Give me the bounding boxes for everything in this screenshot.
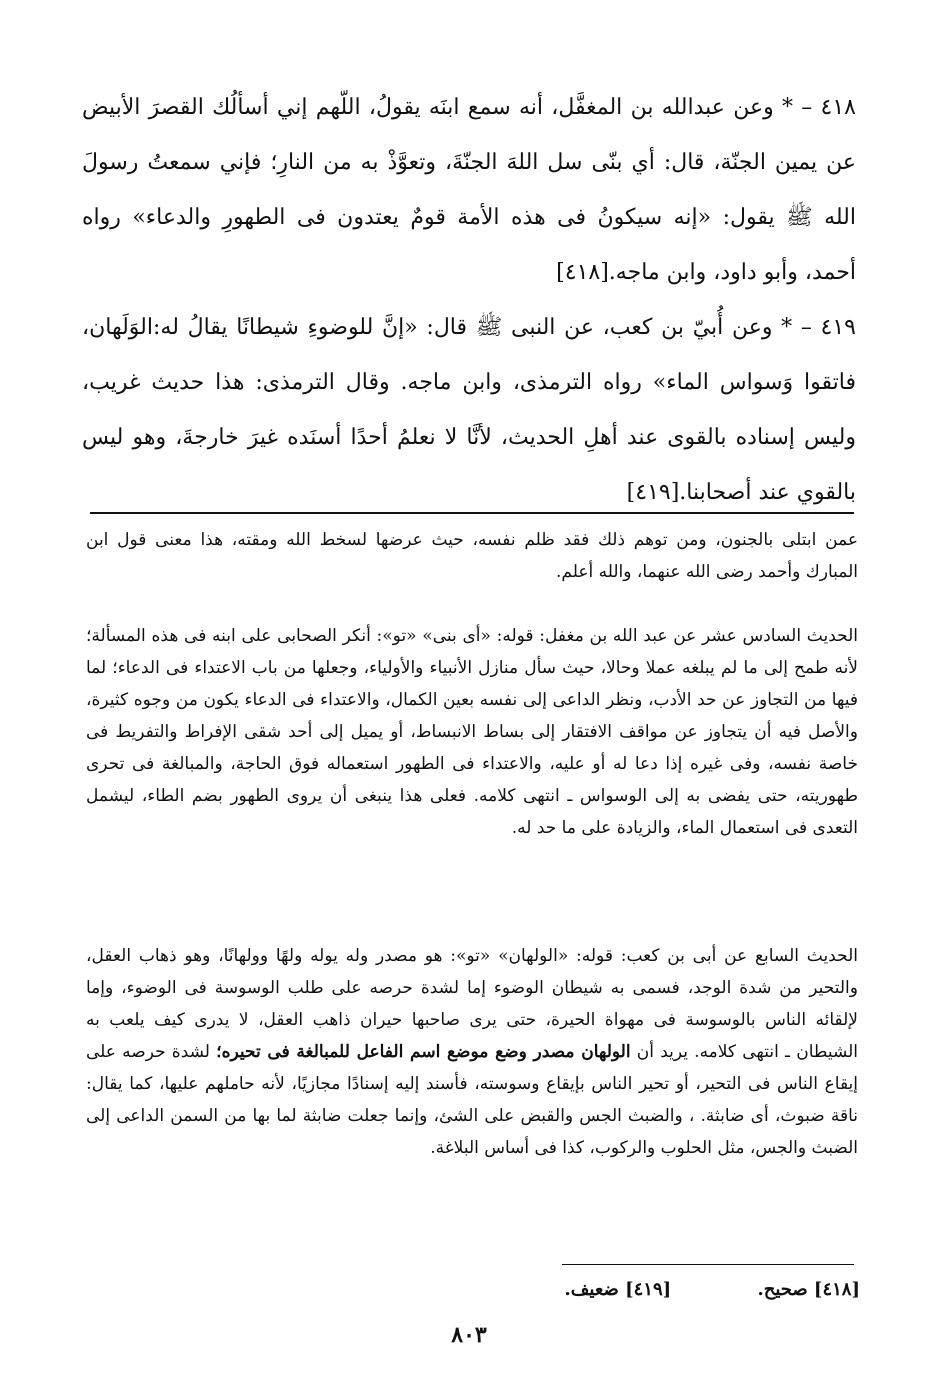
grades-separator xyxy=(562,1264,854,1265)
grade-418: [٤١٨] صحيح. xyxy=(757,1279,860,1300)
footnote-separator xyxy=(90,512,854,514)
commentary-p3-end: لشدة حرصه على إيقاع الناس فى التحير، أو تحير الناس بإيقاع وسوسته، فأسند إليه إسنادًا مجازيًا، لأنه حاملهم عليها، كما يقال: ناقة ضبوث، أى ضابثة. ، والضبث الجس والقبض على الشئ، وإنما جعلت ضابثة لما بها من السمن الداعى إلى الضبث والجس، مثل الحلوب والركوب، كذا فى أساس البلاغة. xyxy=(86,1042,858,1158)
commentary-paragraph-2: الحديث السادس عشر عن عبد الله بن مغفل: قوله: «أى بنى» «تو»: أنكر الصحابى على ابنه فى هذه المسألة؛ لأنه طمح إلى ما لم يبلغه عملا وحالا، حيث سأل منازل الأنبياء والأولياء، وجعلها من باب الاعتداء فى الدعاء؛ لما فيها من التجاوز عن حد الأدب، ونظر الداعى إلى نفسه بعين الكمال، والاعتداء فى الدعاء يكون من وجوه كثيرة، والأصل فيه أن يتجاوز عن مواقف الافتقار إلى بساط الانبساط، أو يميل إلى أحد شقى الإفراط والتفريط فى خاصة نفسه، وفى غيره إذا دعا له أو عليه، والاعتداء فى الطهور استعماله فوق الحاجة، والمبالغة فى تحرى طهوريته، حتى يفضى به إلى الوسواس ـ انتهى كلامه. فعلى هذا ينبغى أن يروى الطهور بضم الطاء، ليشمل التعدى فى استعمال الماء، والزيادة على ما حد له. xyxy=(86,626,858,838)
hadith-grades xyxy=(420,1274,860,1306)
commentary-p3-bold: الولهان مصدر وضع موضع اسم الفاعل للمبالغة فى تحيره؛ xyxy=(216,1042,631,1062)
commentary-p3-start: الحديث السابع عن أبى بن كعب: قوله: «الولهان» «تو»: هو مصدر وله يوله ولهًا وولهانًا، وهو ذهاب العقل، والتحير من شدة الوجد، فسمى به شيطان الوضوء إما لشدة حرصه على طلب الوسوسة فى الوضوء، وإما لإلقائه الناس بالوسوسة فى مهواة الحيرة، حتى يرى صاحبها حيران ذاهب العقل، لا يدرى كيف يلعب به الشيطان ـ انتهى كلامه. يريد أن xyxy=(86,946,859,1062)
commentary-paragraph-1: عمن ابتلى بالجنون، ومن توهم ذلك فقد ظلم نفسه، حيث عرضها لسخط الله ومقته، هذا معنى قول ابن المبارك وأحمد رضى الله عنهما، والله أعلم. xyxy=(86,530,858,582)
hadith-419: ٤١٩ – * وعن أُبيّ بن كعب، عن النبى ﷺ قال: «إنَّ للوضوءِ شيطانًا يقالُ له:الوَلَهان، فاتقوا وَسواس الماء» رواه الترمذى، وابن ماجه. وقال الترمذى: هذا حديث غريب، وليس إسناده بالقوى عند أهلِ الحديث، لأنَّا لا نعلمُ أحدًا أسنَده غيرَ خارجةَ، وهو ليس بالقوي عند أصحابنا.[٤١٩] xyxy=(82,315,856,505)
grade-419: [٤١٩] ضعيف. xyxy=(564,1279,672,1300)
commentary-paragraph-3 xyxy=(86,940,858,1164)
page-number: ٨٠٣ xyxy=(451,1322,487,1348)
hadith-418: ٤١٨ – * وعن عبدالله بن المغفَّل، أنه سمع ابنَه يقولُ، اللّهم إني أسألُك القصرَ الأبيض عن يمين الجنّة، قال: أي بنّى سل اللهَ الجنّةَ، وتعوَّذْ به من النارِ؛ فإني سمعتُ رسولَ الله ﷺ يقول: «إنه سيكونُ فى هذه الأمة قومٌ يعتدون فى الطهورِ والدعاء» رواه أحمد، وأبو داود، وابن ماجه.[٤١٨] xyxy=(82,95,856,285)
